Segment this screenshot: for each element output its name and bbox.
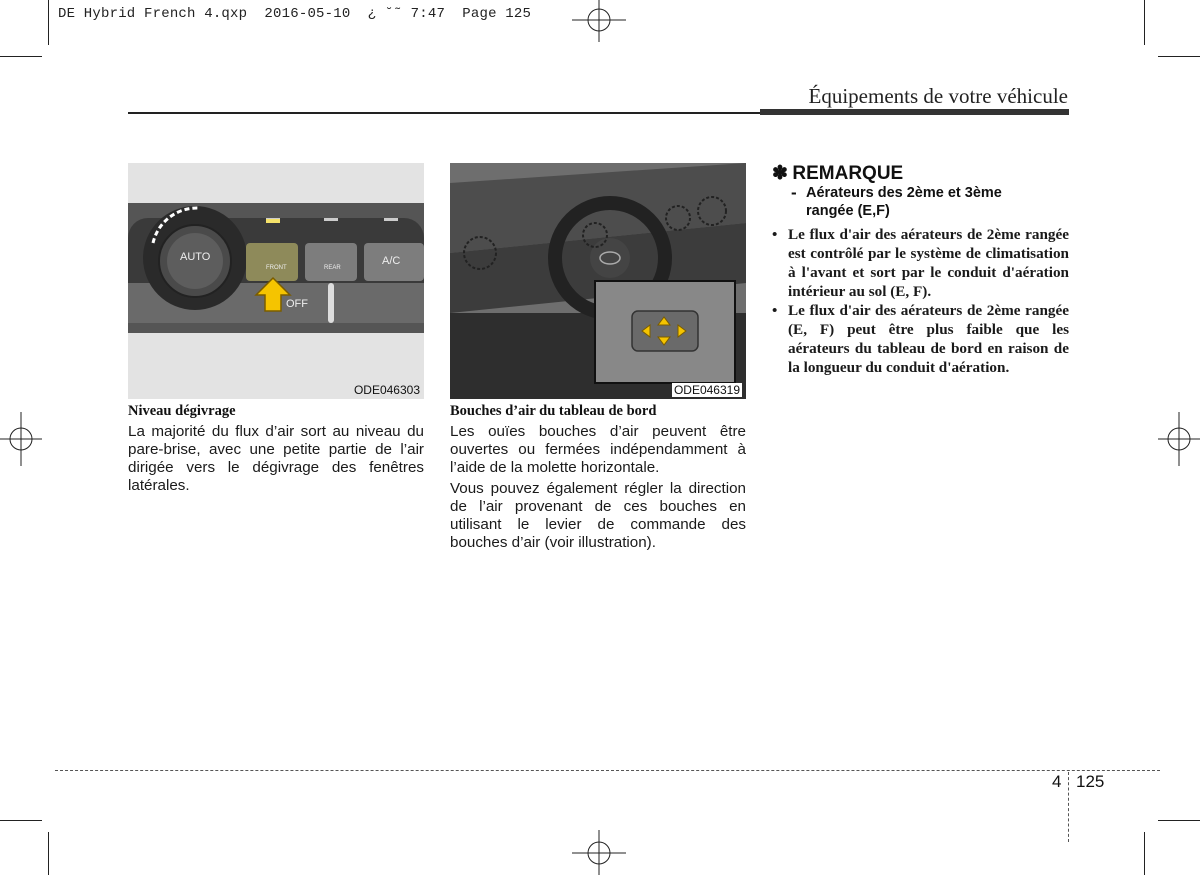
paragraph-vents-2: Vous pouvez également régler la direction de l’air provenant de ces bouches en utilisant le levier de commande des bouches d’air (voir illustration). bbox=[450, 480, 746, 551]
note-dash: - bbox=[791, 183, 797, 202]
caption-dashboard-vents: Bouches d’air du tableau de bord bbox=[450, 403, 657, 419]
auto-button-label: AUTO bbox=[180, 251, 211, 263]
chapter-number: 4 bbox=[1052, 772, 1062, 791]
figure-code: ODE046319 bbox=[673, 383, 740, 397]
registration-mark-left bbox=[0, 412, 42, 466]
dashboard-illustration bbox=[450, 163, 746, 399]
figure-dashboard-vents bbox=[450, 163, 746, 399]
registration-mark-right bbox=[1158, 412, 1200, 466]
figure-defrost-panel bbox=[128, 163, 424, 399]
page-header-title: Équipements de votre véhicule bbox=[808, 84, 1068, 108]
note-symbol-icon: ✽ bbox=[772, 163, 788, 184]
page-number: 125 bbox=[1076, 772, 1105, 791]
note-subtitle-line1: Aérateurs des 2ème et 3ème bbox=[806, 185, 1002, 201]
note-heading bbox=[772, 162, 1069, 184]
registration-mark-bottom bbox=[572, 830, 626, 875]
note-bullet-2: • Le flux d'air des aérateurs de 2ème rangée (E, F) peut être plus faible que les aérateurs du tableau de bord en raison de la longueur du conduit d'aération. bbox=[772, 301, 1069, 377]
climate-panel-illustration bbox=[128, 163, 424, 399]
ac-button-label: A/C bbox=[382, 255, 401, 267]
footer-dashed-rule bbox=[55, 770, 1160, 771]
front-button-label: FRONT bbox=[266, 265, 287, 271]
caption-defrost: Niveau dégivrage bbox=[128, 403, 236, 419]
header-rule bbox=[128, 112, 760, 114]
footer-vertical-divider bbox=[1068, 772, 1069, 842]
header-rule-accent bbox=[760, 109, 1069, 115]
note-bullet-list bbox=[772, 225, 1069, 377]
registration-mark-top bbox=[572, 0, 626, 42]
note-title: REMARQUE bbox=[792, 163, 904, 184]
rear-button-label: REAR bbox=[324, 265, 341, 271]
print-slug: DE Hybrid French 4.qxp 2016-05-10 ¿ ˘˜ 7:47 Page 125 bbox=[58, 6, 532, 22]
figure-code: ODE046303 bbox=[353, 383, 420, 397]
off-button-label: OFF bbox=[286, 298, 308, 310]
paragraph-defrost: La majorité du flux d’air sort au niveau du pare-brise, avec une petite partie de l’air dirigée vers le dégivrage des fenêtres latérales. bbox=[128, 423, 424, 494]
note-subtitle-line2: rangée (E,F) bbox=[806, 203, 890, 219]
paragraph-vents-1: Les ouïes bouches d’air peuvent être ouvertes ou fermées indépendamment à l’aide de la molette horizontale. bbox=[450, 423, 746, 476]
note-bullet-1: • Le flux d'air des aérateurs de 2ème rangée est contrôlé par le système de climatisation à l'avant et sort par le conduit d'aération intérieur au sol (E, F). bbox=[772, 225, 1069, 301]
note-box bbox=[772, 162, 1069, 377]
note-subtitle bbox=[772, 184, 1069, 220]
